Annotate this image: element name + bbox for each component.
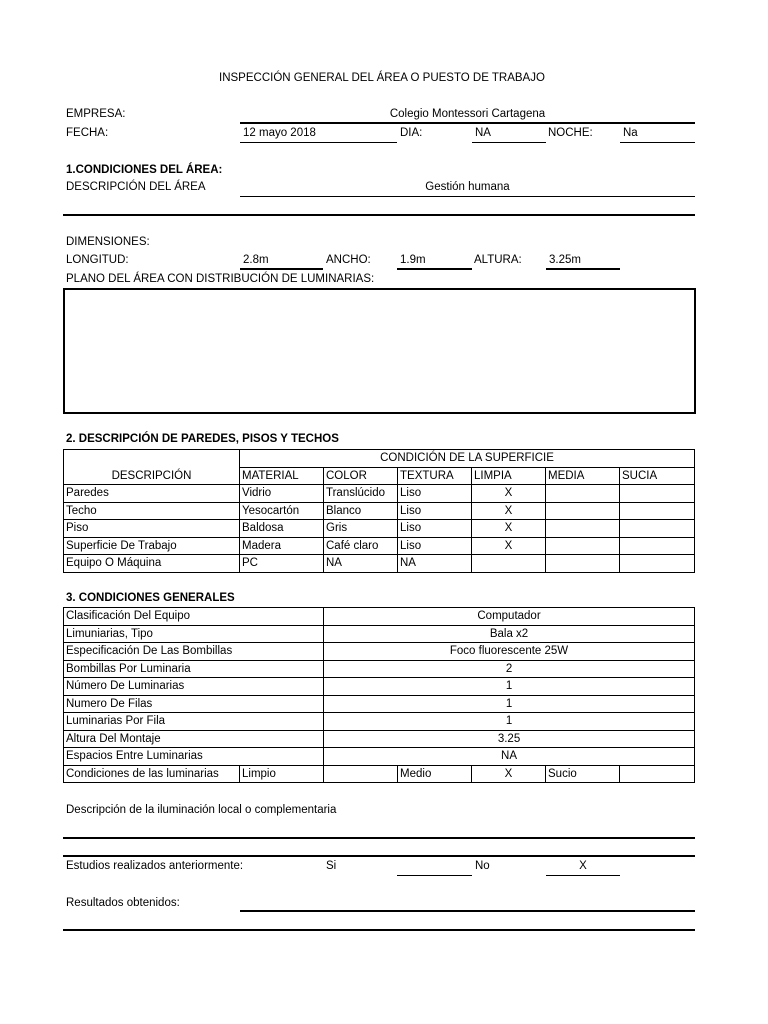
condiciones-luminarias-label: Condiciones de las luminarias bbox=[64, 765, 240, 783]
col-limpia: LIMPIA bbox=[472, 467, 546, 485]
empresa-label: EMPRESA: bbox=[66, 108, 126, 120]
row-description: Paredes bbox=[64, 485, 240, 503]
col-media: MEDIA bbox=[546, 467, 620, 485]
page-title: INSPECCIÓN GENERAL DEL ÁREA O PUESTO DE TRABAJO bbox=[219, 72, 545, 84]
table-row bbox=[64, 520, 695, 538]
material-cell[interactable]: Yesocartón bbox=[240, 502, 324, 520]
table-row bbox=[64, 730, 695, 748]
no-underline bbox=[546, 875, 620, 876]
condition-value[interactable]: 2 bbox=[324, 660, 695, 678]
row-description: Equipo O Máquina bbox=[64, 555, 240, 573]
plano-area-box[interactable] bbox=[63, 288, 696, 414]
table-row bbox=[64, 660, 695, 678]
condicion-superficie-header: CONDICIÓN DE LA SUPERFICIE bbox=[240, 450, 695, 468]
descripcion-area-label: DESCRIPCIÓN DEL ÁREA bbox=[66, 181, 206, 193]
color-cell[interactable]: NA bbox=[324, 555, 398, 573]
condition-label: Bombillas Por Luminaria bbox=[64, 660, 324, 678]
condition-label: Limuniarias, Tipo bbox=[64, 625, 324, 643]
descripcion-underline bbox=[240, 196, 695, 197]
table-row bbox=[64, 555, 695, 573]
section1-title: 1.CONDICIONES DEL ÁREA: bbox=[66, 164, 223, 176]
sucia-cell[interactable] bbox=[620, 555, 695, 573]
no-label: No bbox=[475, 860, 490, 872]
sucio-value[interactable] bbox=[620, 765, 695, 783]
limpia-cell[interactable]: X bbox=[472, 537, 546, 555]
media-cell[interactable] bbox=[546, 537, 620, 555]
longitud-underline bbox=[240, 268, 323, 270]
color-cell[interactable]: Translúcido bbox=[324, 485, 398, 503]
section2-title: 2. DESCRIPCIÓN DE PAREDES, PISOS Y TECHOS bbox=[66, 433, 339, 445]
empresa-value[interactable]: Colegio Montessori Cartagena bbox=[389, 108, 546, 120]
media-cell[interactable] bbox=[546, 555, 620, 573]
resultados-line[interactable] bbox=[240, 910, 695, 912]
media-cell[interactable] bbox=[546, 502, 620, 520]
noche-value[interactable]: Na bbox=[623, 127, 638, 139]
section3-title: 3. CONDICIONES GENERALES bbox=[66, 592, 235, 604]
col-color: COLOR bbox=[324, 467, 398, 485]
row-description: Techo bbox=[64, 502, 240, 520]
color-cell[interactable]: Blanco bbox=[324, 502, 398, 520]
table-row bbox=[64, 765, 695, 783]
condition-value[interactable]: 1 bbox=[324, 695, 695, 713]
limpia-cell[interactable]: X bbox=[472, 520, 546, 538]
material-cell[interactable]: PC bbox=[240, 555, 324, 573]
limpia-cell[interactable]: X bbox=[472, 502, 546, 520]
textura-cell[interactable]: Liso bbox=[398, 537, 472, 555]
estudios-label: Estudios realizados anteriormente: bbox=[66, 860, 244, 872]
general-conditions-table bbox=[63, 607, 695, 783]
condition-label: Altura Del Montaje bbox=[64, 730, 324, 748]
altura-label: ALTURA: bbox=[474, 254, 522, 266]
section-divider bbox=[63, 214, 695, 216]
dia-label: DIA: bbox=[400, 127, 423, 139]
table-row bbox=[64, 678, 695, 696]
condition-value[interactable]: Computador bbox=[324, 608, 695, 626]
table-row bbox=[64, 502, 695, 520]
sucia-cell[interactable] bbox=[620, 520, 695, 538]
condition-label: Número De Luminarias bbox=[64, 678, 324, 696]
sucia-cell[interactable] bbox=[620, 537, 695, 555]
condition-value[interactable]: Bala x2 bbox=[324, 625, 695, 643]
ancho-label: ANCHO: bbox=[326, 254, 371, 266]
sucia-cell[interactable] bbox=[620, 485, 695, 503]
empresa-underline bbox=[240, 122, 695, 124]
limpia-cell[interactable]: X bbox=[472, 485, 546, 503]
ancho-underline bbox=[397, 268, 472, 270]
textura-cell[interactable]: Liso bbox=[398, 485, 472, 503]
textura-cell[interactable]: NA bbox=[398, 555, 472, 573]
limpio-label: Limpio bbox=[240, 765, 324, 783]
textura-cell[interactable]: Liso bbox=[398, 502, 472, 520]
table-row bbox=[64, 485, 695, 503]
media-cell[interactable] bbox=[546, 485, 620, 503]
si-underline bbox=[397, 875, 472, 876]
media-cell[interactable] bbox=[546, 520, 620, 538]
sucio-label: Sucio bbox=[546, 765, 620, 783]
medio-label: Medio bbox=[398, 765, 472, 783]
table-row bbox=[64, 643, 695, 661]
condition-value[interactable]: 3.25 bbox=[324, 730, 695, 748]
iluminacion-line-2 bbox=[63, 855, 695, 857]
table-row bbox=[64, 713, 695, 731]
altura-value[interactable]: 3.25m bbox=[549, 254, 581, 266]
altura-underline bbox=[546, 268, 620, 270]
condition-value[interactable]: NA bbox=[324, 748, 695, 766]
noche-label: NOCHE: bbox=[548, 127, 593, 139]
table-row bbox=[64, 625, 695, 643]
condition-label: Numero De Filas bbox=[64, 695, 324, 713]
ancho-value[interactable]: 1.9m bbox=[400, 254, 426, 266]
condition-label: Espacios Entre Luminarias bbox=[64, 748, 324, 766]
fecha-label: FECHA: bbox=[66, 127, 109, 139]
dia-underline bbox=[472, 142, 546, 143]
descripcion-area-value[interactable]: Gestión humana bbox=[425, 181, 510, 193]
table-row bbox=[64, 748, 695, 766]
resultados-line-2 bbox=[63, 929, 695, 931]
no-value[interactable]: X bbox=[579, 860, 587, 872]
longitud-label: LONGITUD: bbox=[66, 254, 129, 266]
resultados-label: Resultados obtenidos: bbox=[66, 897, 180, 909]
iluminacion-line[interactable] bbox=[63, 837, 695, 839]
col-textura: TEXTURA bbox=[398, 467, 472, 485]
condition-value[interactable]: 1 bbox=[324, 713, 695, 731]
row-description: Superficie De Trabajo bbox=[64, 537, 240, 555]
sucia-cell[interactable] bbox=[620, 502, 695, 520]
condition-label: Especificación De Las Bombillas bbox=[64, 643, 324, 661]
limpio-value[interactable] bbox=[324, 765, 398, 783]
iluminacion-label: Descripción de la iluminación local o complementaria bbox=[66, 804, 337, 816]
table-row bbox=[64, 608, 695, 626]
condition-value[interactable]: Foco fluorescente 25W bbox=[324, 643, 695, 661]
table-row bbox=[64, 695, 695, 713]
dimensiones-label: DIMENSIONES: bbox=[66, 236, 150, 248]
material-cell[interactable]: Vidrio bbox=[240, 485, 324, 503]
si-label: Si bbox=[326, 860, 337, 872]
color-cell[interactable]: Gris bbox=[324, 520, 398, 538]
col-material: MATERIAL bbox=[240, 467, 324, 485]
table-row bbox=[64, 537, 695, 555]
condition-label: Luminarias Por Fila bbox=[64, 713, 324, 731]
condition-label: Clasificación Del Equipo bbox=[64, 608, 324, 626]
color-cell[interactable]: Café claro bbox=[324, 537, 398, 555]
material-cell[interactable]: Baldosa bbox=[240, 520, 324, 538]
noche-underline bbox=[620, 142, 695, 143]
row-description: Piso bbox=[64, 520, 240, 538]
limpia-cell[interactable] bbox=[472, 555, 546, 573]
fecha-underline bbox=[240, 142, 397, 143]
longitud-value[interactable]: 2.8m bbox=[243, 254, 269, 266]
surfaces-table bbox=[63, 449, 695, 573]
dia-value[interactable]: NA bbox=[475, 127, 491, 139]
plano-label: PLANO DEL ÁREA CON DISTRIBUCIÓN DE LUMINARIAS: bbox=[66, 273, 375, 285]
col-descripcion: DESCRIPCIÓN bbox=[64, 450, 240, 485]
material-cell[interactable]: Madera bbox=[240, 537, 324, 555]
fecha-value[interactable]: 12 mayo 2018 bbox=[243, 127, 316, 139]
condition-value[interactable]: 1 bbox=[324, 678, 695, 696]
col-sucia: SUCIA bbox=[620, 467, 695, 485]
textura-cell[interactable]: Liso bbox=[398, 520, 472, 538]
medio-value[interactable]: X bbox=[472, 765, 546, 783]
